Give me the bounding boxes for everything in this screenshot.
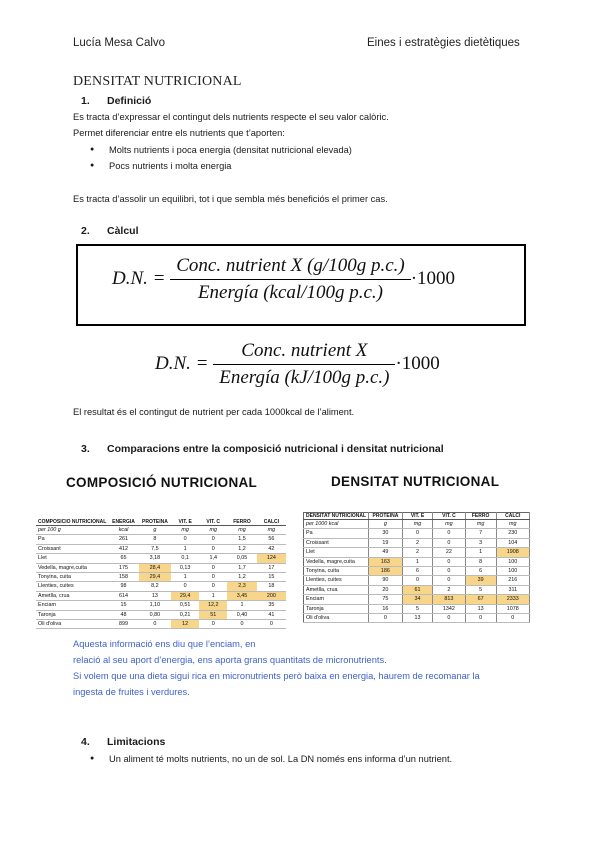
table-row — [304, 529, 530, 538]
food-name-cell: Enciam — [304, 595, 369, 604]
column-header: COMPOSICIÓ NUTRICIONAL — [38, 519, 107, 525]
value-cell: 0 — [402, 576, 433, 585]
value-cell: 104 — [496, 538, 529, 547]
value-cell: 20 — [369, 585, 403, 594]
definition-text — [73, 110, 543, 141]
value-cell: 0 — [227, 620, 257, 629]
value-cell: 34 — [402, 595, 433, 604]
value-cell: 1,10 — [139, 601, 172, 610]
unit-cell: mg — [257, 526, 286, 535]
formula-fraction — [170, 255, 411, 304]
formula-numerator: Conc. nutrient X (g/100g p.c.) — [176, 255, 405, 276]
composicio-title: COMPOSICIÓ NUTRICIONAL — [66, 475, 258, 490]
value-cell: 0 — [199, 544, 227, 553]
food-name-cell: Ametlla, crua — [36, 591, 108, 600]
value-cell: 35 — [257, 601, 286, 610]
formula-multiplier: ·1000 — [395, 352, 440, 374]
unit-cell: per 1000 kcal — [304, 520, 369, 529]
section-title: Limitacions — [107, 736, 166, 748]
value-cell: 49 — [369, 548, 403, 557]
value-cell: 1342 — [433, 604, 465, 613]
food-name-cell: Vedella, magre,cuita — [36, 563, 108, 572]
value-cell: 1 — [402, 557, 433, 566]
value-cell: 200 — [257, 591, 286, 600]
value-cell: 124 — [257, 554, 286, 563]
value-cell: 216 — [496, 576, 529, 585]
table-row — [36, 610, 286, 619]
value-cell: 42 — [257, 544, 286, 553]
value-cell: 13 — [465, 604, 496, 613]
value-cell: 65 — [108, 554, 138, 563]
food-name-cell: Llet — [304, 548, 369, 557]
section-number: 2. — [81, 225, 90, 237]
section-1-heading — [81, 95, 151, 107]
value-cell: 0,1 — [171, 554, 199, 563]
value-cell: 41 — [257, 610, 286, 619]
value-cell: 90 — [369, 576, 403, 585]
formula-numerator: Conc. nutrient X — [241, 340, 368, 361]
value-cell: 2,3 — [227, 582, 257, 591]
observation-line: Si volem que una dieta sigui rica en micronutrients però baixa en energia, haurem de recomanar la — [73, 671, 480, 681]
value-cell: 1,5 — [227, 535, 257, 544]
column-header: CALCI — [257, 519, 286, 526]
value-cell: 39 — [465, 576, 496, 585]
column-header: VIT. E — [171, 519, 199, 526]
table-row — [304, 538, 530, 547]
column-header: VIT. C — [433, 513, 465, 520]
unit-cell: mg — [433, 520, 465, 529]
value-cell: 0 — [171, 582, 199, 591]
value-cell: 13 — [139, 591, 172, 600]
value-cell: 899 — [108, 620, 138, 629]
unit-cell: per 100 g — [36, 526, 108, 535]
value-cell: 158 — [108, 573, 138, 582]
value-cell: 0 — [199, 535, 227, 544]
value-cell: 614 — [108, 591, 138, 600]
section-4-heading — [81, 736, 165, 748]
table-row — [36, 601, 286, 610]
column-header: FERRO — [465, 513, 496, 520]
value-cell: 7 — [465, 529, 496, 538]
bullet-item: ● Molts nutrients i poca energia (densitat nutricional elevada) — [90, 142, 352, 158]
value-cell: 0,80 — [139, 610, 172, 619]
table-row — [36, 573, 286, 582]
value-cell: 0 — [433, 529, 465, 538]
value-cell: 29,4 — [171, 591, 199, 600]
food-name-cell: Croissant — [36, 544, 108, 553]
value-cell: 163 — [369, 557, 403, 566]
value-cell: 17 — [257, 563, 286, 572]
value-cell: 0 — [433, 557, 465, 566]
table-row — [36, 554, 286, 563]
section-number: 4. — [81, 736, 90, 748]
value-cell: 0,40 — [227, 610, 257, 619]
column-header: VIT. E — [402, 513, 433, 520]
column-header: PROTEÏNA — [369, 513, 403, 520]
value-cell: 0 — [433, 538, 465, 547]
food-name-cell: Oli d'oliva — [36, 620, 108, 629]
value-cell: 61 — [402, 585, 433, 594]
value-cell: 0 — [433, 576, 465, 585]
value-cell: 12,2 — [199, 601, 227, 610]
author-name: Lucía Mesa Calvo — [73, 37, 166, 49]
table-header-row — [36, 519, 286, 526]
value-cell: 51 — [199, 610, 227, 619]
table-row — [36, 582, 286, 591]
unit-cell: mg — [496, 520, 529, 529]
table-row — [304, 585, 530, 594]
value-cell: 28,4 — [139, 563, 172, 572]
value-cell: 1,7 — [227, 563, 257, 572]
table-row — [36, 544, 286, 553]
value-cell: 813 — [433, 595, 465, 604]
definition-line-1: Es tracta d’expressar el contingut dels nutrients respecte el seu valor calòric. — [73, 112, 389, 122]
food-name-cell: Pa — [36, 535, 108, 544]
value-cell: 1 — [171, 544, 199, 553]
definition-line-2: Permet diferenciar entre els nutrients que t’aporten: — [73, 127, 285, 138]
table-row — [304, 557, 530, 566]
value-cell: 412 — [108, 544, 138, 553]
value-cell: 0,21 — [171, 610, 199, 619]
value-cell: 2 — [433, 585, 465, 594]
value-cell: 5 — [465, 585, 496, 594]
unit-cell: kcal — [108, 526, 138, 535]
table-units-row — [36, 526, 286, 535]
table-row — [36, 620, 286, 629]
food-name-cell: Llenties, cuites — [304, 576, 369, 585]
section-number: 1. — [81, 95, 90, 107]
course-name: Eines i estratègies dietètiques — [367, 37, 520, 49]
bullet-item: ● Un aliment té molts nutrients, no un de sol. La DN només ens informa d’un nutrient. — [90, 751, 452, 767]
value-cell: 75 — [369, 595, 403, 604]
column-header: FERRO — [227, 519, 257, 526]
section-title: Definició — [107, 95, 152, 107]
value-cell: 2333 — [496, 595, 529, 604]
value-cell: 7,5 — [139, 544, 172, 553]
value-cell: 29,4 — [139, 573, 172, 582]
value-cell: 1,2 — [227, 573, 257, 582]
table-header-row — [304, 513, 530, 520]
food-name-cell: Pa — [304, 529, 369, 538]
value-cell: 1 — [465, 548, 496, 557]
value-cell: 3,45 — [227, 591, 257, 600]
table-units-row — [304, 520, 530, 529]
table-row — [304, 567, 530, 576]
food-name-cell: Enciam — [36, 601, 108, 610]
table-row — [304, 595, 530, 604]
value-cell: 19 — [369, 538, 403, 547]
value-cell: 1,2 — [227, 544, 257, 553]
food-name-cell: Vedella, magre,cuita — [304, 557, 369, 566]
food-name-cell: Llenties, cuites — [36, 582, 108, 591]
value-cell: 3,18 — [139, 554, 172, 563]
value-cell: 15 — [108, 601, 138, 610]
table-row — [36, 535, 286, 544]
value-cell: 98 — [108, 582, 138, 591]
value-cell: 0,51 — [171, 601, 199, 610]
value-cell: 8 — [139, 535, 172, 544]
value-cell: 22 — [433, 548, 465, 557]
value-cell: 311 — [496, 585, 529, 594]
section-number: 3. — [81, 443, 90, 455]
value-cell: 175 — [108, 563, 138, 572]
formula-caption: El resultat és el contingut de nutrient per cada 1000kcal de l’aliment. — [73, 407, 355, 417]
value-cell: 1 — [227, 601, 257, 610]
densitat-title: DENSITAT NUTRICIONAL — [331, 474, 500, 489]
value-cell: 1 — [171, 573, 199, 582]
food-name-cell: Taronja — [36, 610, 108, 619]
value-cell: 56 — [257, 535, 286, 544]
value-cell: 0 — [199, 582, 227, 591]
food-name-cell: Tonyina, cuita — [36, 573, 108, 582]
value-cell: 1,4 — [199, 554, 227, 563]
table-row — [36, 591, 286, 600]
value-cell: 0,05 — [227, 554, 257, 563]
column-header: DENSITAT NUTRICIONAL — [304, 513, 369, 520]
value-cell: 0 — [433, 614, 465, 623]
definition-conclusion: Es tracta d’assolir un equilibri, tot i que sembla més beneficiós el primer cas. — [73, 194, 388, 204]
value-cell: 1078 — [496, 604, 529, 613]
section-title: Càlcul — [107, 225, 139, 237]
value-cell: 0,13 — [171, 563, 199, 572]
value-cell: 6 — [465, 567, 496, 576]
table-row — [304, 548, 530, 557]
value-cell: 186 — [369, 567, 403, 576]
food-name-cell: Tonyina, cuita — [304, 567, 369, 576]
unit-cell: g — [369, 520, 403, 529]
unit-cell: mg — [171, 526, 199, 535]
column-header: ENERGIA — [108, 519, 138, 526]
value-cell: 6 — [402, 567, 433, 576]
food-name-cell: Oli d'oliva — [304, 614, 369, 623]
unit-cell: mg — [465, 520, 496, 529]
value-cell: 1 — [199, 591, 227, 600]
food-name-cell: Taronja — [304, 604, 369, 613]
unit-cell: mg — [227, 526, 257, 535]
observation-text — [73, 636, 553, 700]
table-row — [304, 576, 530, 585]
value-cell: 3 — [465, 538, 496, 547]
page-title: DENSITAT NUTRICIONAL — [73, 74, 242, 89]
observation-line: Aquesta informació ens diu que l’enciam, en — [73, 639, 256, 649]
value-cell: 2 — [402, 538, 433, 547]
value-cell: 48 — [108, 610, 138, 619]
value-cell: 8 — [465, 557, 496, 566]
table-row — [304, 614, 530, 623]
definition-bullets — [90, 142, 352, 174]
formula-fraction — [213, 340, 395, 389]
value-cell: 100 — [496, 567, 529, 576]
table-row — [36, 563, 286, 572]
value-cell: 16 — [369, 604, 403, 613]
formula-lhs: D.N. = — [112, 267, 166, 289]
column-header: VIT. C — [199, 519, 227, 526]
value-cell: 12 — [171, 620, 199, 629]
value-cell: 0 — [369, 614, 403, 623]
observation-line: ingesta de fruites i verdures. — [73, 687, 190, 697]
unit-cell: g — [139, 526, 172, 535]
value-cell: 2 — [402, 548, 433, 557]
value-cell: 261 — [108, 535, 138, 544]
value-cell: 0 — [257, 620, 286, 629]
value-cell: 230 — [496, 529, 529, 538]
value-cell: 100 — [496, 557, 529, 566]
densitat-table — [303, 512, 530, 623]
value-cell: 13 — [402, 614, 433, 623]
value-cell: 1908 — [496, 548, 529, 557]
value-cell: 0 — [402, 529, 433, 538]
food-name-cell: Llet — [36, 554, 108, 563]
formula-denominator: Energía (kcal/100g p.c.) — [170, 279, 411, 304]
food-name-cell: Croissant — [304, 538, 369, 547]
formula-denominator: Energía (kJ/100g p.c.) — [213, 364, 395, 389]
formula-multiplier: ·1000 — [410, 267, 456, 289]
section-3-heading — [81, 443, 444, 455]
value-cell: 67 — [465, 595, 496, 604]
value-cell: 0 — [199, 620, 227, 629]
value-cell: 18 — [257, 582, 286, 591]
value-cell: 0 — [496, 614, 529, 623]
value-cell: 0 — [199, 573, 227, 582]
observation-line: relació al seu aport d’energia, ens aporta grans quantitats de micronutrients. — [73, 655, 387, 665]
value-cell: 0 — [171, 535, 199, 544]
value-cell: 15 — [257, 573, 286, 582]
table-row — [304, 604, 530, 613]
value-cell: 5 — [402, 604, 433, 613]
composicio-table — [36, 519, 286, 629]
value-cell: 8,2 — [139, 582, 172, 591]
value-cell: 0 — [139, 620, 172, 629]
limitations-bullets — [90, 751, 452, 767]
column-header: CALCI — [496, 513, 529, 520]
unit-cell: mg — [199, 526, 227, 535]
bullet-item: ● Pocs nutrients i molta energia — [90, 158, 352, 174]
value-cell: 0 — [433, 567, 465, 576]
section-title: Comparacions entre la composició nutricional i densitat nutricional — [107, 443, 444, 455]
value-cell: 30 — [369, 529, 403, 538]
unit-cell: mg — [402, 520, 433, 529]
section-2-heading — [81, 225, 139, 237]
formula-lhs: D.N. = — [155, 352, 209, 374]
value-cell: 0 — [199, 563, 227, 572]
food-name-cell: Ametlla, crua — [304, 585, 369, 594]
formula-kj — [155, 340, 440, 389]
column-header: PROTEÏNA — [139, 519, 172, 526]
formula-kcal — [112, 255, 455, 304]
value-cell: 0 — [465, 614, 496, 623]
